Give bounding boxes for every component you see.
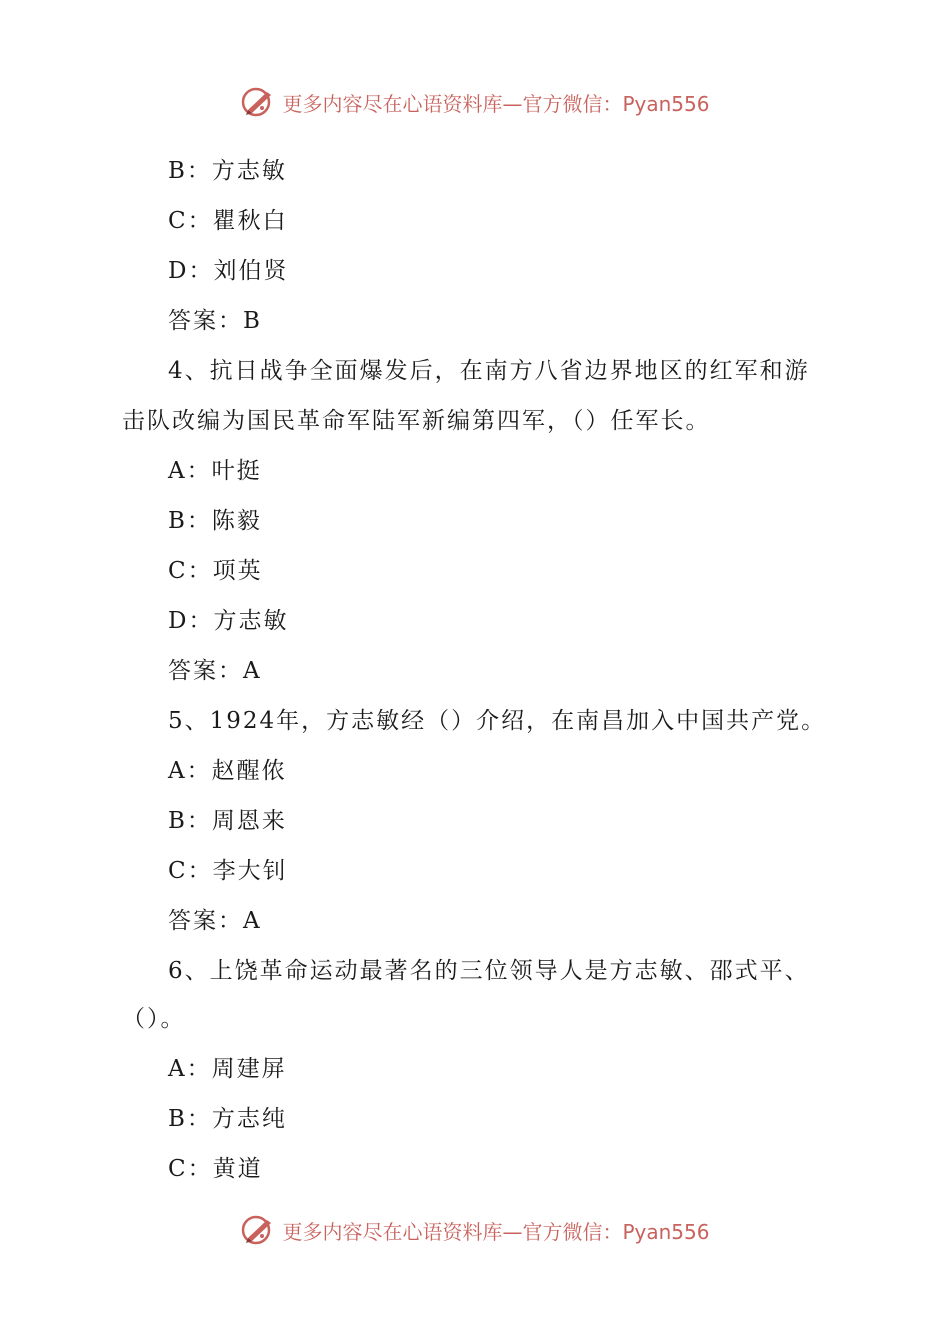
- q3-option-d: D：刘伯贤: [168, 258, 289, 284]
- q6-option-c: C：黄道: [168, 1156, 263, 1182]
- q5-option-c: C：李大钊: [168, 858, 288, 884]
- q6-question-line-2: （）。: [122, 1006, 186, 1032]
- q4-question-line-2: 击队改编为国民革命军陆军新编第四军，（）任军长。: [122, 408, 711, 434]
- watermark-text: 更多内容尽在心语资料库—官方微信：Pyan556: [282, 1219, 710, 1244]
- q3-option-b: B：方志敏: [168, 158, 287, 184]
- q4-option-c: C：项英: [168, 558, 263, 584]
- header-watermark: [0, 82, 950, 122]
- q6-question-line-1: 6、上饶革命运动最著名的三位领导人是方志敏、邵式平、: [168, 958, 810, 984]
- pen-logo-icon: [240, 1212, 276, 1248]
- q5-option-a: A：赵醒侬: [168, 758, 287, 784]
- q4-answer: 答案：A: [168, 658, 262, 684]
- q4-option-a: A：叶挺: [168, 458, 262, 484]
- q6-option-a: A：周建屏: [168, 1056, 287, 1082]
- q5-option-b: B：周恩来: [168, 808, 287, 834]
- q5-answer: 答案：A: [168, 908, 262, 934]
- q5-question: 5、1924年，方志敏经（）介绍，在南昌加入中国共产党。: [168, 708, 827, 734]
- watermark-text: 更多内容尽在心语资料库—官方微信：Pyan556: [282, 91, 710, 116]
- footer-watermark: [0, 1210, 950, 1250]
- q4-option-b: B：陈毅: [168, 508, 262, 534]
- pen-logo-icon: [240, 84, 276, 120]
- q6-option-b: B：方志纯: [168, 1106, 287, 1132]
- q3-answer: 答案：B: [168, 308, 262, 334]
- q4-question-line-1: 4、抗日战争全面爆发后，在南方八省边界地区的红军和游: [168, 358, 810, 384]
- q3-option-c: C：瞿秋白: [168, 208, 288, 234]
- q4-option-d: D：方志敏: [168, 608, 289, 634]
